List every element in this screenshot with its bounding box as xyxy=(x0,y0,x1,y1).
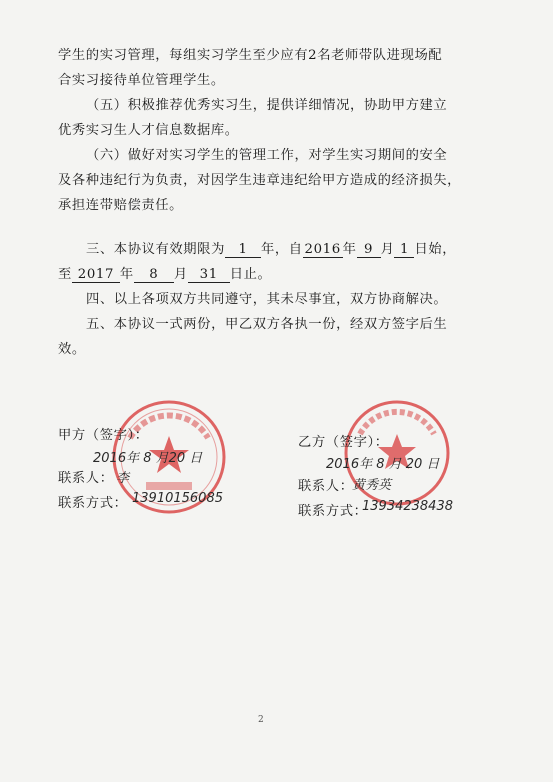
clause-six-line: （六）做好对实习学生的管理工作，对学生实习期间的安全 xyxy=(86,148,448,163)
party-a-date-handwritten: 2016年 8 月20 日 xyxy=(93,451,203,466)
paragraph-line: 及各种违纪行为负责，对因学生违章违纪给甲方造成的经济损失， xyxy=(58,173,462,188)
clause-four-line: 四、以上各项双方共同遵守，其未尽事宜，双方协商解决。 xyxy=(86,292,448,307)
paragraph-line: 效。 xyxy=(58,342,86,357)
party-a-phone-handwritten: 13910156085 xyxy=(132,491,223,506)
term-years-value: 1 xyxy=(225,243,261,258)
month-label: 月 xyxy=(380,242,395,257)
end-month-value: 8 xyxy=(134,268,174,283)
end-year-value: 2017 xyxy=(72,268,120,283)
paragraph-line: 优秀实习生人才信息数据库。 xyxy=(58,123,239,138)
party-b-contact-handwritten: 黄秀英 xyxy=(352,478,392,493)
month-label: 月 xyxy=(173,267,188,282)
term-line-end xyxy=(58,267,498,283)
year-label: 年 xyxy=(119,267,134,282)
party-a-contact-label: 联系人： xyxy=(58,471,114,486)
party-a-contact-handwritten: 李 xyxy=(116,471,130,486)
year-label: 年 xyxy=(342,242,357,257)
start-month-value: 9 xyxy=(357,243,381,258)
term-text: 年，自 xyxy=(260,242,303,257)
term-prefix: 三、本协议有效期限为 xyxy=(86,242,225,257)
clause-five-line: （五）积极推荐优秀实习生，提供详细情况，协助甲方建立 xyxy=(86,98,448,113)
party-b-phone-label: 联系方式： xyxy=(298,504,368,519)
party-b-date-handwritten: 2016年 8 月 20 日 xyxy=(326,457,440,472)
paragraph-line: 学生的实习管理，每组实习学生至少应有2名老师带队进现场配 xyxy=(58,48,443,63)
clause-five-line: 五、本协议一式两份，甲乙双方各执一份，经双方签字后生 xyxy=(86,317,448,332)
party-a-sign-label: 甲方（签字）： xyxy=(58,428,149,443)
start-year-value: 2016 xyxy=(304,242,341,257)
page-number: 2 xyxy=(258,715,264,725)
party-b-phone-handwritten: 13934238438 xyxy=(362,499,453,514)
party-b-sign-label: 乙方（签字）： xyxy=(298,435,389,450)
term-text: 日止。 xyxy=(229,267,272,282)
term-line xyxy=(86,242,526,258)
party-a-phone-label: 联系方式： xyxy=(58,496,128,511)
term-text: 至 xyxy=(58,267,72,282)
paragraph-line: 承担连带赔偿责任。 xyxy=(58,198,184,213)
term-text: 日始， xyxy=(414,242,457,257)
paragraph-line: 合实习接待单位管理学生。 xyxy=(58,73,225,88)
party-b-contact-label: 联系人： xyxy=(298,479,354,494)
start-day-value: 1 xyxy=(394,243,414,258)
end-day-value: 31 xyxy=(188,268,230,283)
